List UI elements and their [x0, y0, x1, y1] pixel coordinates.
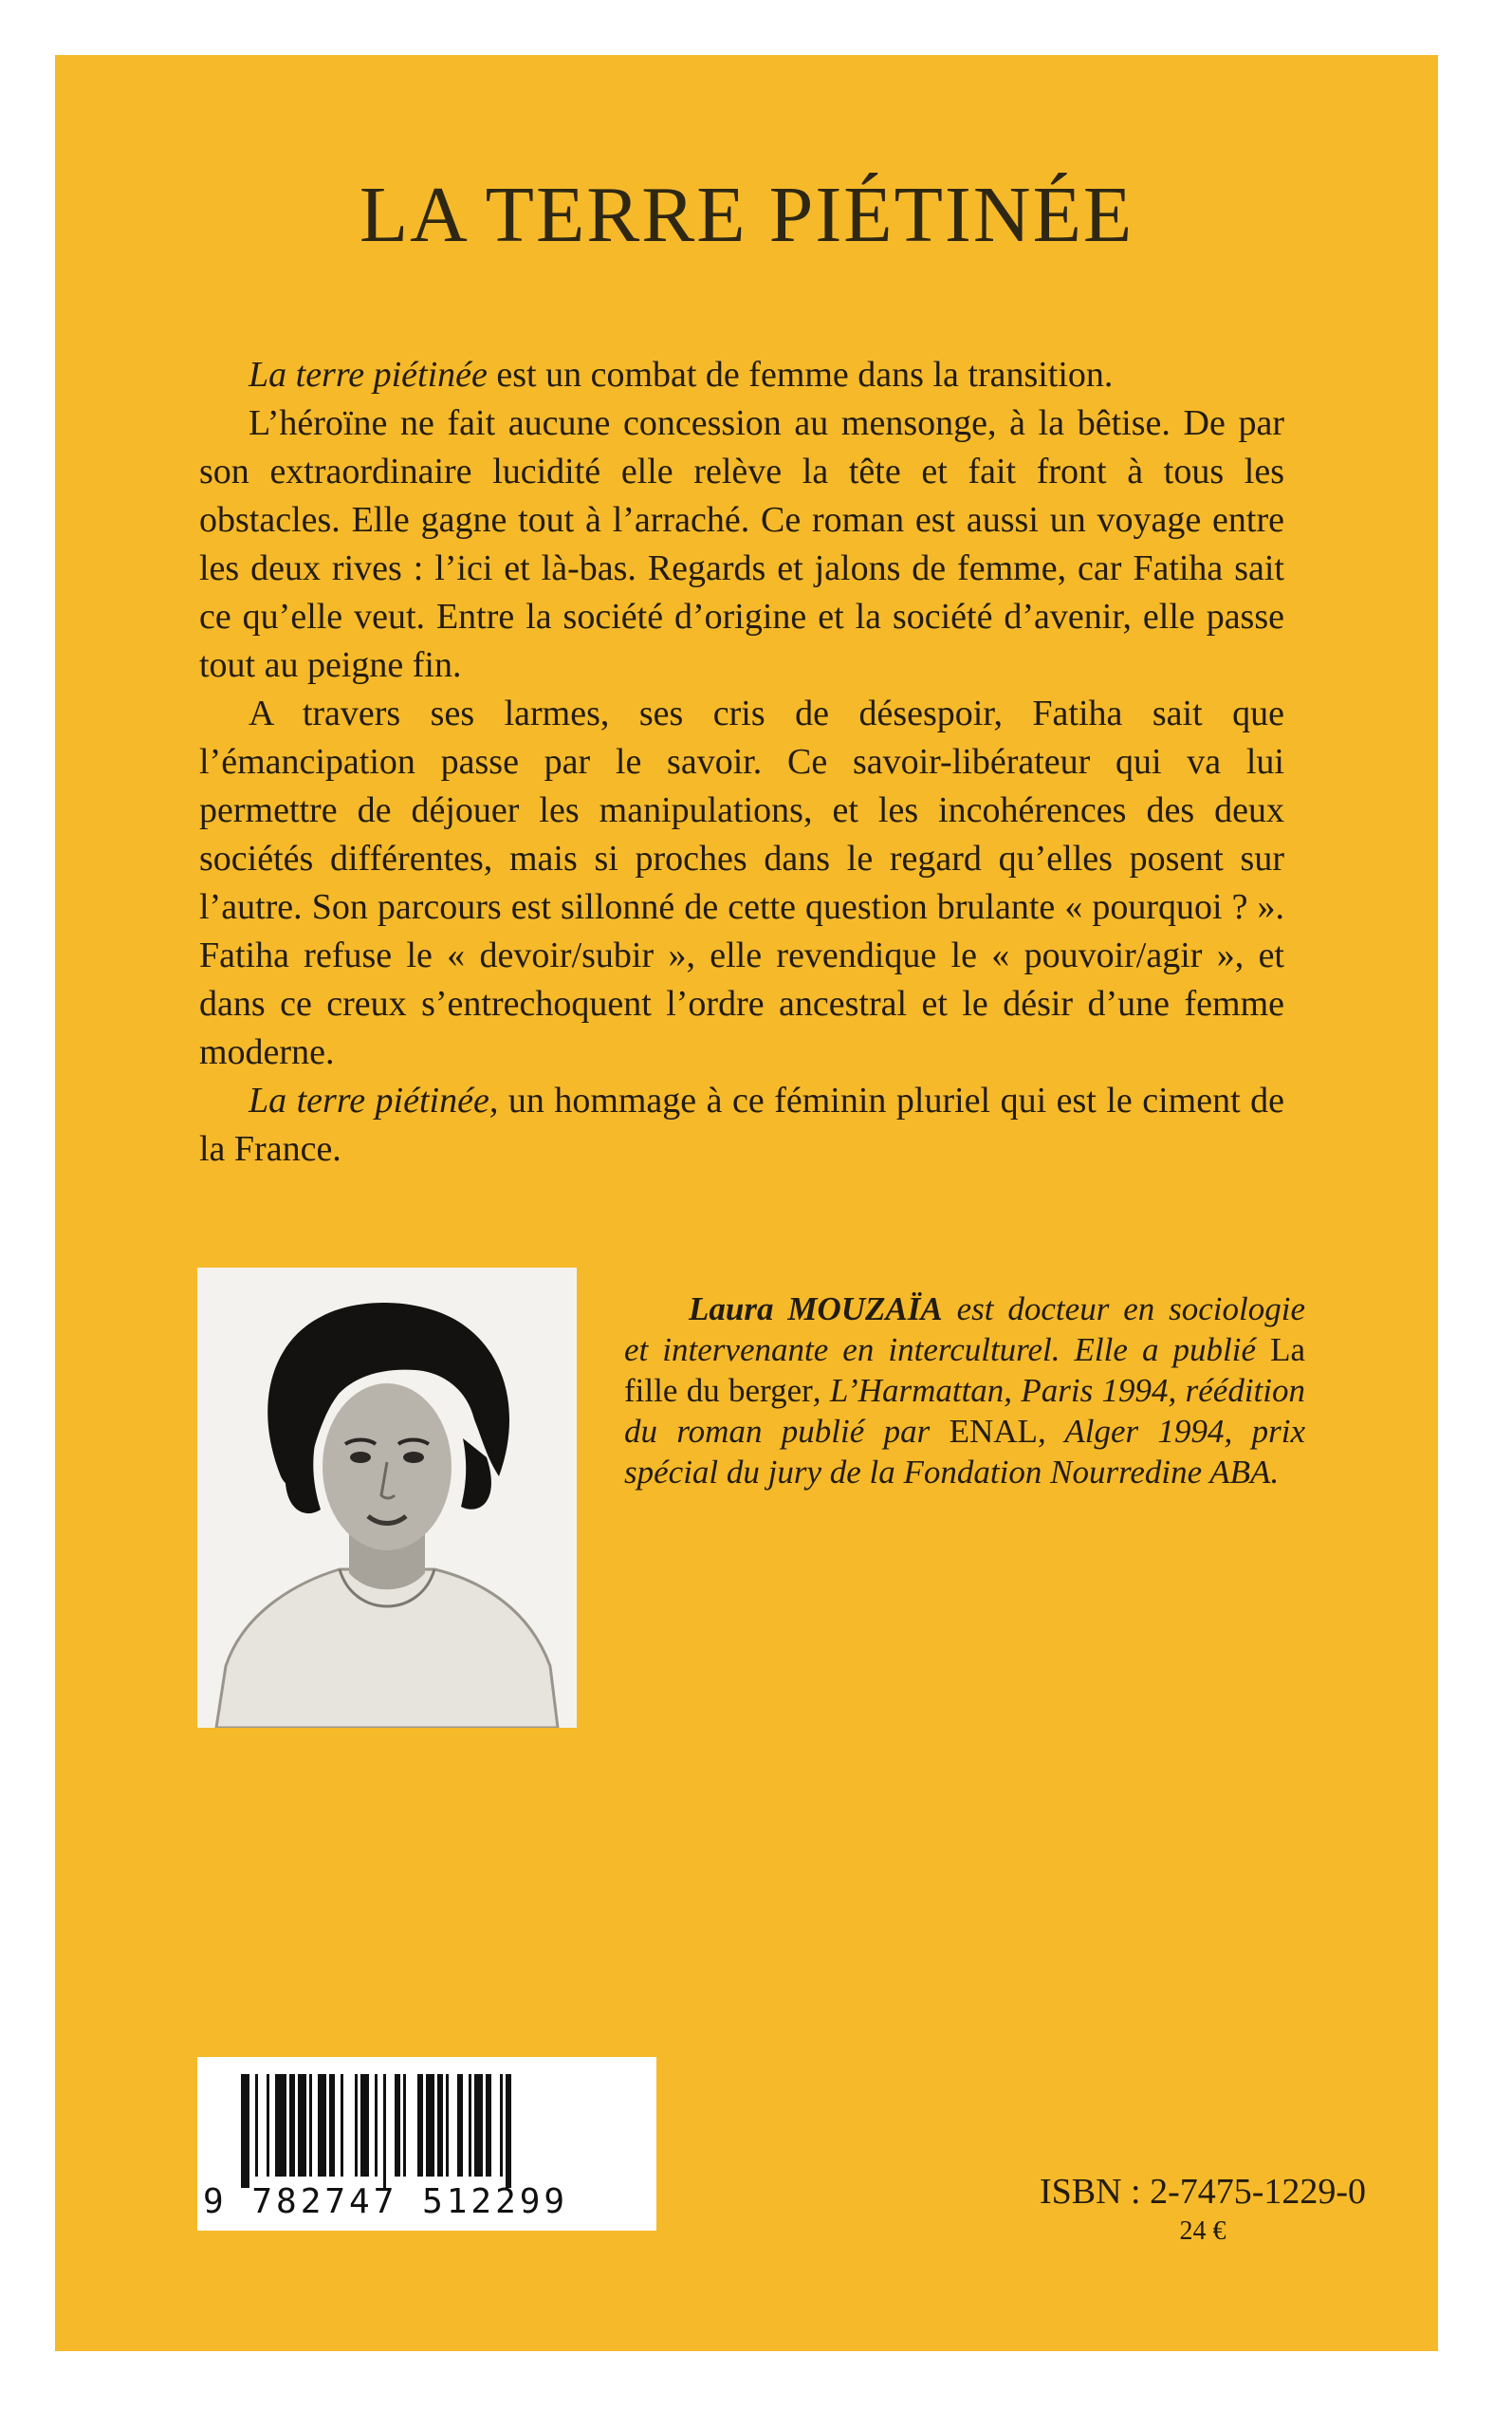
blurb	[199, 351, 1284, 1174]
bio-text: est docteur en sociologie et intervenante en interculturel. Elle a publié	[624, 1290, 1305, 1368]
blurb-paragraph-3: A travers ses larmes, ses cris de désespoir, Fatiha sait que l’émancipation passe par le savoir. Ce savoir-libérateur qui va lui permettre de déjouer les manipulations, et les incohérences des deux sociétés différentes, mais si proches dans le regard qu’elles posent sur l’autre. Son parcours est sillonné de cette question brulante « pourquoi ? ». Fatiha refuse le « devoir/subir », elle revendique le « pouvoir/agir », et dans ce creux s’entrechoquent l’ordre ancestral et le désir d’une femme moderne.	[199, 694, 1284, 1072]
book-back-cover	[55, 55, 1438, 2351]
price: 24 €	[1179, 2216, 1226, 2246]
book-title-italic: La terre piétinée	[249, 355, 488, 395]
author-bio	[624, 1288, 1305, 1492]
author-photo	[197, 1268, 577, 1728]
barcode	[197, 2057, 656, 2231]
bio-text: , L’Harmattan, Paris 1994, réédition du roman publié par	[624, 1372, 1305, 1450]
bio-text: , Alger 1994, prix spécial du jury de la Fondation Nourredine ABA.	[624, 1413, 1306, 1491]
book-title: LA TERRE PIÉTINÉE	[359, 171, 1134, 259]
bio-publisher: ENAL	[949, 1413, 1038, 1450]
book-title-italic: La terre piétinée,	[249, 1081, 499, 1121]
bio-book-title: La fille du berger	[624, 1331, 1305, 1409]
blurb-paragraph-2: L’héroïne ne fait aucune concession au mensonge, à la bêtise. De par son extraordinaire lucidité elle relève la tête et fait front à tous les obstacles. Elle gagne tout à l’arraché. Ce roman est aussi un voyage entre les deux rives : l’ici et là-bas. Regards et jalons de femme, car Fatiha sait ce qu’elle veut. Entre la société d’origine et la société d’avenir, elle passe tout au peigne fin.	[199, 403, 1284, 685]
barcode-digits: 9 782747 512299	[203, 2182, 569, 2221]
blurb-paragraph-1	[199, 351, 1284, 399]
isbn: ISBN : 2-7475-1229-0	[1039, 2172, 1367, 2212]
blurb-text: un hommage à ce féminin pluriel qui est le ciment de la France.	[199, 1081, 1284, 1169]
blurb-text: est un combat de femme dans la transition.	[487, 355, 1114, 395]
author-portrait-icon	[197, 1268, 577, 1728]
barcode-bars-icon	[197, 2057, 656, 2190]
blurb-paragraph-4	[199, 1077, 1284, 1174]
author-name: Laura MOUZAÏA	[689, 1290, 943, 1327]
